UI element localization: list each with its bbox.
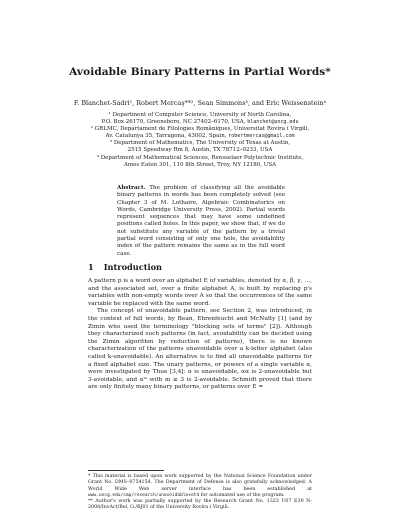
paper-title: Avoidable Binary Patterns in Partial Words* xyxy=(69,66,331,78)
affiliation-line: ⁴ Department of Mathematical Sciences, Rensselaer Polytechnic Institute, xyxy=(96,154,304,161)
abstract-label: Abstract. xyxy=(117,185,146,191)
affiliation-3 xyxy=(84,140,316,154)
footnote-text: * This material is based upon work supported by the National Science Foundation under Grant No. DMS–0754154. The Department of Defense is also gratefully acknowledged. A World Wide Web server interface has been established at xyxy=(88,474,312,492)
section-title: Introduction xyxy=(103,262,163,272)
footnote-2: ** Author's work was partially supported by the Research Grant No. 1323 U07 E30 N-2008/InvAct/Bel, G./BJ01 of the University Rovira i Virgili. xyxy=(88,499,312,511)
abstract-text: The problem of classifying all the avoidable binary patterns in words has been completely solved (see Chapter 3 of M. Lothaire, Algebraic Combinatorics on Words, Cambridge University Press, 2002). Partial words represent sequences that may have some undefined positions called holes. In this paper, we show that, if we do not substitute any variable of the pattern by a trivial partial word consisting of only one hole, the avoidability index of the pattern remains the same as in the full word case. xyxy=(117,185,286,257)
affiliation-line: ¹ Department of Computer Science, University of North Carolina, xyxy=(108,112,292,118)
body-text xyxy=(88,278,312,392)
affiliation-line: 2515 Speedway Rm 8, Austin, TX 78712–0233, USA xyxy=(127,147,273,154)
affiliation-1 xyxy=(84,112,316,126)
affiliation-line: Amos Eaton 301, 110 8th Street, Troy, NY 12180, USA xyxy=(123,161,277,168)
footnotes xyxy=(88,474,312,512)
affiliation-block xyxy=(84,112,316,169)
footnote-1 xyxy=(88,474,312,499)
section-number: 1 xyxy=(88,262,94,272)
abstract xyxy=(117,185,285,258)
affiliation-line: ² GRLMC, Departament de Filologies Romàniques, Universitat Rovira i Virgili, xyxy=(90,126,310,133)
paragraph: The concept of unavoidable pattern, see Section 2, was introduced, in the context of full words, by Bean, Ehrenfeucht and McNulty [1] (and by Zimin who used the terminology "blocking sets of terms" [2]). Although they characterized such patterns (in fact, avoidability can be decided using the Zimin algorithm by reduction of patterns), there is no known characterization of the patterns unavoidable over a k-letter alphabet (also called k-unavoidable). An alternative is to find all unavoidable patterns for a fixed alphabet size. The unary patterns, or powers of a single variable α, were investigated by Thue [3,4]: α is unavoidable, αα is 2-unavoidable but 3-avoidable, and αᵐ with m ≥ 3 is 2-avoidable. Schmidt proved that there are only finitely many binary patterns, or patterns over E = xyxy=(88,308,312,391)
paragraph: A pattern p is a word over an alphabet E of variables, denoted by α, β, γ, …, and the associated set, over a finite alphabet A, is built by replacing p's variables with non-empty words over A so that the occurrences of the same variable be replaced with the same word. xyxy=(88,278,312,307)
section-heading xyxy=(88,262,162,272)
affiliation-2 xyxy=(84,126,316,140)
email-link[interactable]: blanchet@uncg.edu xyxy=(247,119,299,126)
email-link[interactable]: robertmercas@gmail.com xyxy=(228,133,295,140)
affiliation-line: ³ Department of Mathematics, The University of Texas at Austin, xyxy=(109,140,291,147)
affiliation-line: Av. Catalunya 35, Tarragona, 43002, Spain, xyxy=(105,133,229,140)
footnote-rule xyxy=(88,470,164,471)
affiliation-4 xyxy=(84,155,316,169)
footnote-url-link[interactable]: www.uncg.edu/cmp/research/unavoidableset4 xyxy=(88,492,200,498)
affiliation-line: P.O. Box 26170, Greensboro, NC 27402–6170, USA, xyxy=(101,119,248,126)
author-list: F. Blanchet-Sadri¹, Robert Mercaş**², Sean Simmons³, and Eric Weissenstein⁴ xyxy=(73,99,327,107)
footnote-text: for automated use of the program. xyxy=(199,492,285,498)
